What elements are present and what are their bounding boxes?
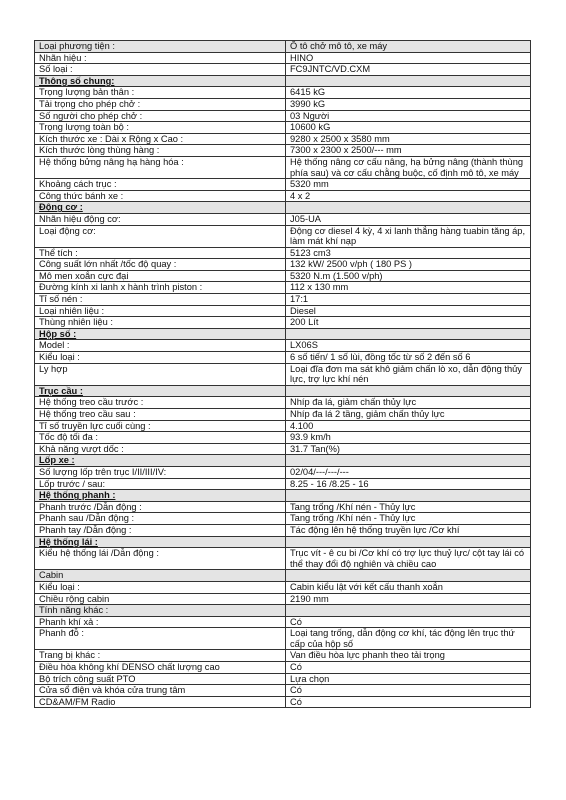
spec-label: Phanh trước /Dẫn động : (35, 501, 286, 513)
spec-label: Công thức bánh xe : (35, 190, 286, 202)
spec-value: Hệ thống nâng cơ cấu nâng, hạ bửng nâng (thành thùng phía sau) và cơ cấu chằng buộc, cố định mô tô, xe máy (286, 156, 531, 178)
spec-value: Nhíp đa lá 2 tầng, giảm chấn thủy lực (286, 409, 531, 421)
spec-label: Thùng nhiên liệu : (35, 317, 286, 329)
section-title (35, 455, 286, 467)
spec-value: Cabin kiểu lật với kết cấu thanh xoắn (286, 581, 531, 593)
table-row (35, 64, 531, 76)
table-row (35, 305, 531, 317)
spec-label: Hệ thống bửng nâng hạ hàng hóa : (35, 156, 286, 178)
group-blank-cell (286, 605, 531, 617)
spec-label: Chiều rộng cabin (35, 593, 286, 605)
section-title (35, 490, 286, 502)
spec-value: 6 số tiến/ 1 số lùi, đồng tốc từ số 2 đến số 6 (286, 352, 531, 364)
spec-value: 9280 x 2500 x 3580 mm (286, 133, 531, 145)
group-header-row (35, 605, 531, 617)
spec-label: Nhãn hiệu động cơ: (35, 213, 286, 225)
section-blank-cell (286, 328, 531, 340)
spec-value: Ô tô chở mô tô, xe máy (286, 41, 531, 53)
spec-label: Phanh khí xả : (35, 616, 286, 628)
section-header-row (35, 536, 531, 548)
spec-label: CD&AM/FM Radio (35, 696, 286, 708)
vehicle-spec-table (34, 40, 531, 708)
table-row (35, 397, 531, 409)
section-blank-cell (286, 75, 531, 87)
group-title: Tính năng khác : (35, 605, 286, 617)
section-title-text: Hệ thống lái : (39, 536, 98, 547)
spec-label: Trọng lượng toàn bộ : (35, 122, 286, 134)
section-title (35, 536, 286, 548)
spec-value: Động cơ diesel 4 kỳ, 4 xi lanh thẳng hàng tuabin tăng áp, làm mát khí nạp (286, 225, 531, 247)
table-header-row (35, 41, 531, 53)
spec-label: Nhãn hiệu : (35, 52, 286, 64)
group-header-row (35, 570, 531, 582)
spec-value: 2190 mm (286, 593, 531, 605)
table-row (35, 190, 531, 202)
spec-label: Phanh sau /Dẫn động : (35, 513, 286, 525)
spec-label: Hệ thống treo cầu trước : (35, 397, 286, 409)
table-row (35, 696, 531, 708)
spec-label: Khoảng cách trục : (35, 179, 286, 191)
spec-value: 93.9 km/h (286, 432, 531, 444)
spec-label: Lốp trước / sau: (35, 478, 286, 490)
spec-value: 31.7 Tan(%) (286, 443, 531, 455)
section-blank-cell (286, 490, 531, 502)
table-row (35, 259, 531, 271)
spec-label: Khả năng vượt dốc : (35, 443, 286, 455)
spec-value: 5123 cm3 (286, 247, 531, 259)
spec-label: Kiểu loại : (35, 352, 286, 364)
section-blank-cell (286, 536, 531, 548)
table-row (35, 673, 531, 685)
table-row (35, 247, 531, 259)
table-row (35, 145, 531, 157)
table-row (35, 87, 531, 99)
spec-value: 3990 kG (286, 98, 531, 110)
spec-label: Số người cho phép chở : (35, 110, 286, 122)
table-row (35, 363, 531, 385)
group-blank-cell (286, 570, 531, 582)
spec-label: Tỉ số truyền lực cuối cùng : (35, 420, 286, 432)
spec-label: Thể tích : (35, 247, 286, 259)
table-row (35, 616, 531, 628)
table-row (35, 133, 531, 145)
spec-value: Trục vít - ê cu bi /Cơ khí có trợ lực thuỷ lực/ cột tay lái có thể thay đổi độ nghiên và chiều cao (286, 548, 531, 570)
table-row (35, 179, 531, 191)
spec-label: Kiểu loại : (35, 581, 286, 593)
spec-value: 4 x 2 (286, 190, 531, 202)
section-title-text: Thông số chung: (39, 75, 115, 86)
table-row (35, 270, 531, 282)
group-title: Cabin (35, 570, 286, 582)
spec-label: Phanh đỗ : (35, 628, 286, 650)
table-row (35, 98, 531, 110)
spec-label: Trang bị khác : (35, 650, 286, 662)
spec-label: Tải trọng cho phép chở : (35, 98, 286, 110)
table-row (35, 628, 531, 650)
table-row (35, 122, 531, 134)
table-row (35, 225, 531, 247)
section-title (35, 75, 286, 87)
table-row (35, 478, 531, 490)
spec-label: Model : (35, 340, 286, 352)
table-row (35, 294, 531, 306)
table-row (35, 213, 531, 225)
spec-value: 02/04/---/---/--- (286, 466, 531, 478)
spec-label: Kích thước xe : Dài x Rộng x Cao : (35, 133, 286, 145)
spec-value: HINO (286, 52, 531, 64)
spec-value: LX06S (286, 340, 531, 352)
table-row (35, 685, 531, 697)
spec-value: Có (286, 662, 531, 674)
table-row (35, 409, 531, 421)
spec-value: 03 Người (286, 110, 531, 122)
table-row (35, 443, 531, 455)
spec-table-body (35, 41, 531, 708)
spec-value: 5320 N.m (1.500 v/ph) (286, 270, 531, 282)
spec-label: Công suất lớn nhất /tốc độ quay : (35, 259, 286, 271)
table-row (35, 352, 531, 364)
spec-label: Tỉ số nén : (35, 294, 286, 306)
section-header-row (35, 328, 531, 340)
table-row (35, 432, 531, 444)
section-header-row (35, 455, 531, 467)
section-header-row (35, 490, 531, 502)
table-row (35, 282, 531, 294)
spec-label: Trọng lượng bản thân : (35, 87, 286, 99)
spec-value: 112 x 130 mm (286, 282, 531, 294)
table-row (35, 650, 531, 662)
spec-label: Loại nhiên liệu : (35, 305, 286, 317)
table-row (35, 581, 531, 593)
spec-value: Có (286, 685, 531, 697)
spec-label: Kiểu hệ thống lái /Dẫn động : (35, 548, 286, 570)
table-row (35, 662, 531, 674)
table-row (35, 420, 531, 432)
section-title-text: Lốp xe : (39, 455, 75, 466)
spec-label: Bộ trích công suất PTO (35, 673, 286, 685)
section-header-row (35, 75, 531, 87)
spec-value: 132 kW/ 2500 v/ph ( 180 PS ) (286, 259, 531, 271)
table-row (35, 513, 531, 525)
section-title (35, 202, 286, 214)
spec-value: Loại đĩa đơn ma sát khô giảm chấn lò xo, dẫn động thủy lực, trợ lực khí nén (286, 363, 531, 385)
spec-value: Tác động lên hệ thống truyền lực /Cơ khí (286, 524, 531, 536)
spec-label: Hệ thống treo cầu sau : (35, 409, 286, 421)
section-blank-cell (286, 385, 531, 397)
spec-label: Điều hòa không khí DENSO chất lượng cao (35, 662, 286, 674)
spec-value: 8.25 - 16 /8.25 - 16 (286, 478, 531, 490)
section-blank-cell (286, 455, 531, 467)
table-row (35, 501, 531, 513)
table-row (35, 110, 531, 122)
table-row (35, 317, 531, 329)
table-row (35, 548, 531, 570)
spec-value: J05-UA (286, 213, 531, 225)
spec-value: 4.100 (286, 420, 531, 432)
section-header-row (35, 385, 531, 397)
section-title (35, 328, 286, 340)
table-row (35, 593, 531, 605)
spec-label: Cửa sổ điện và khóa cửa trung tâm (35, 685, 286, 697)
spec-value: Diesel (286, 305, 531, 317)
spec-value: Lựa chọn (286, 673, 531, 685)
section-title-text: Động cơ : (39, 202, 83, 213)
spec-value: Van điều hòa lực phanh theo tải trọng (286, 650, 531, 662)
spec-value: 17:1 (286, 294, 531, 306)
spec-value: Tang trống /Khí nén - Thủy lực (286, 513, 531, 525)
section-blank-cell (286, 202, 531, 214)
spec-label: Loại động cơ: (35, 225, 286, 247)
spec-value: FC9JNTC/VD.CXM (286, 64, 531, 76)
spec-label: Phanh tay /Dẫn động : (35, 524, 286, 536)
section-header-row (35, 202, 531, 214)
section-title (35, 385, 286, 397)
spec-label: Kích thước lòng thùng hàng : (35, 145, 286, 157)
spec-label: Mô men xoắn cực đại (35, 270, 286, 282)
spec-value: 10600 kG (286, 122, 531, 134)
table-row (35, 524, 531, 536)
spec-value: Có (286, 616, 531, 628)
section-title-text: Hệ thống phanh : (39, 490, 116, 501)
section-title-text: Trục cầu : (39, 385, 83, 396)
table-row (35, 52, 531, 64)
table-row (35, 156, 531, 178)
spec-label: Số lượng lốp trên trục I/II/III/IV: (35, 466, 286, 478)
spec-value: Tang trống /Khí nén - Thủy lực (286, 501, 531, 513)
spec-value: 200 Lít (286, 317, 531, 329)
spec-label: Tốc độ tối đa : (35, 432, 286, 444)
table-row (35, 340, 531, 352)
spec-label: Đường kính xi lanh x hành trình piston : (35, 282, 286, 294)
section-title-text: Hộp số : (39, 328, 77, 339)
spec-value: Loại tang trống, dẫn động cơ khí, tác động lên trục thứ cấp của hộp số (286, 628, 531, 650)
spec-value: 5320 mm (286, 179, 531, 191)
spec-value: 6415 kG (286, 87, 531, 99)
spec-label: Số loại : (35, 64, 286, 76)
spec-value: 7300 x 2300 x 2500/--- mm (286, 145, 531, 157)
spec-label: Ly hợp (35, 363, 286, 385)
spec-value: Có (286, 696, 531, 708)
spec-label: Loại phương tiện : (35, 41, 286, 53)
table-row (35, 466, 531, 478)
spec-value: Nhíp đa lá, giảm chấn thủy lực (286, 397, 531, 409)
